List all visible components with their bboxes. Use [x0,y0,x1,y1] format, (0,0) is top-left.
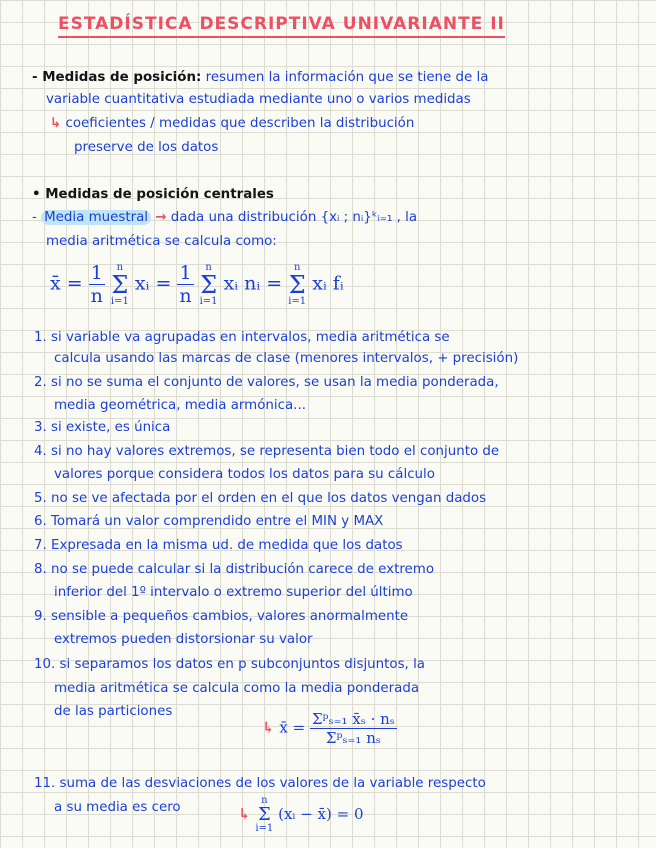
deviation-expression: (xᵢ − x̄) = 0 [278,805,364,823]
xbar: x̄ [50,272,61,295]
sum-icon-3: n Σ i=1 [288,261,307,307]
weighted-numerator: Σᵖₛ₌₁ x̄ₛ · nₛ [311,710,395,728]
term-xi: xᵢ [134,272,150,295]
hook-arrow-icon: ↳ [262,718,275,737]
term-xini: xᵢ nᵢ [223,272,261,295]
item-4-line-2: valores porque considera todos los datos para su cálculo [54,467,435,482]
item-11-line-2: a su media es cero [54,800,181,815]
item-9-line-2: extremos pueden distorsionar su valor [54,632,313,647]
xbar-equals: x̄ = [279,718,306,737]
weighted-denominator: Σᵖₛ₌₁ nₛ [325,729,381,747]
term-xifi: xᵢ fᵢ [312,272,344,295]
item-2-line-2: media geométrica, media armónica... [54,398,306,413]
item-6: 6. Tomará un valor comprendido entre el MIN y MAX [34,514,384,529]
item-1-line-2: calcula usando las marcas de clase (menores intervalos, + precisión) [54,351,519,366]
item-9-line-1: 9. sensible a pequeños cambios, valores anormalmente [34,609,409,624]
item-2-line-1: 2. si no se suma el conjunto de valores, se usan la media ponderada, [34,375,499,390]
equals: = [66,272,83,295]
position-measures-text-3: coeficientes / medidas que describen la distribución [65,116,415,131]
weighted-mean-formula [262,710,397,747]
position-measures-line-1 [32,70,488,86]
item-8-line-2: inferior del 1º intervalo o extremo superior del último [54,585,413,600]
item-5: 5. no se ve afectada por el orden en el que los datos vengan dados [34,491,487,506]
item-1-line-1: 1. si variable va agrupadas en intervalos, media aritmética se [34,330,450,345]
position-measures-line-4: preserve de los datos [74,140,219,155]
item-8-line-1: 8. no se puede calcular si la distribución carece de extremo [34,562,435,577]
item-7: 7. Expresada en la misma ud. de medida que los datos [34,538,403,553]
arrow-right-icon: → [155,210,167,225]
item-10-line-3: de las particiones [54,704,173,719]
mean-formula: x̄ = $\frac{1}{n}$ n Σ i=1 xᵢ = $\frac{1}{n}$ n Σ i=1 xᵢ nᵢ = n Σ i=1 xᵢ fᵢ [50,261,344,307]
sample-mean-line-1 [32,210,417,226]
position-measures-heading: - Medidas de posición: [32,70,202,85]
sum-icon-2: n Σ i=1 [199,261,218,307]
item-3: 3. si existe, es única [34,420,171,435]
sample-mean-term: Media muestral [41,210,151,225]
position-measures-line-3 [50,116,414,132]
fraction-1-over-n-2: $\frac{1}{n}$ [179,262,192,307]
item-11-line-1: 11. suma de las desviaciones de los valores de la variable respecto [34,776,486,791]
denominator: n [90,285,103,307]
numerator: 1 [90,262,103,284]
position-measures-line-2: variable cuantitativa estudiada mediante uno o varios medidas [46,92,471,107]
sum-icon: n Σ i=1 [255,795,274,834]
fraction-1-over-n [89,262,105,307]
weighted-fraction [310,710,397,747]
sample-mean-line-2: media aritmética se calcula como: [46,234,277,249]
sum-icon: n Σ i=1 [110,261,129,307]
page-title: ESTADÍSTICA DESCRIPTIVA UNIVARIANTE II [58,14,505,38]
hook-arrow-icon: ↳ [238,805,251,823]
item-10-line-2: media aritmética se calcula como la media ponderada [54,681,420,696]
item-10-line-1: 10. si separamos los datos en p subconjuntos disjuntos, la [34,657,425,672]
position-measures-text-1: resumen la información que se tiene de la [205,70,489,85]
central-measures-heading: • Medidas de posición centrales [32,187,274,202]
item-4-line-1: 4. si no hay valores extremos, se representa bien todo el conjunto de [34,444,500,459]
hook-arrow-icon: ↳ [50,116,62,131]
sample-mean-text-1: dada una distribución {xᵢ ; nᵢ}ᵏᵢ₌₁ , la [170,210,418,225]
deviation-sum-formula [238,796,364,834]
dash: - [32,210,37,225]
